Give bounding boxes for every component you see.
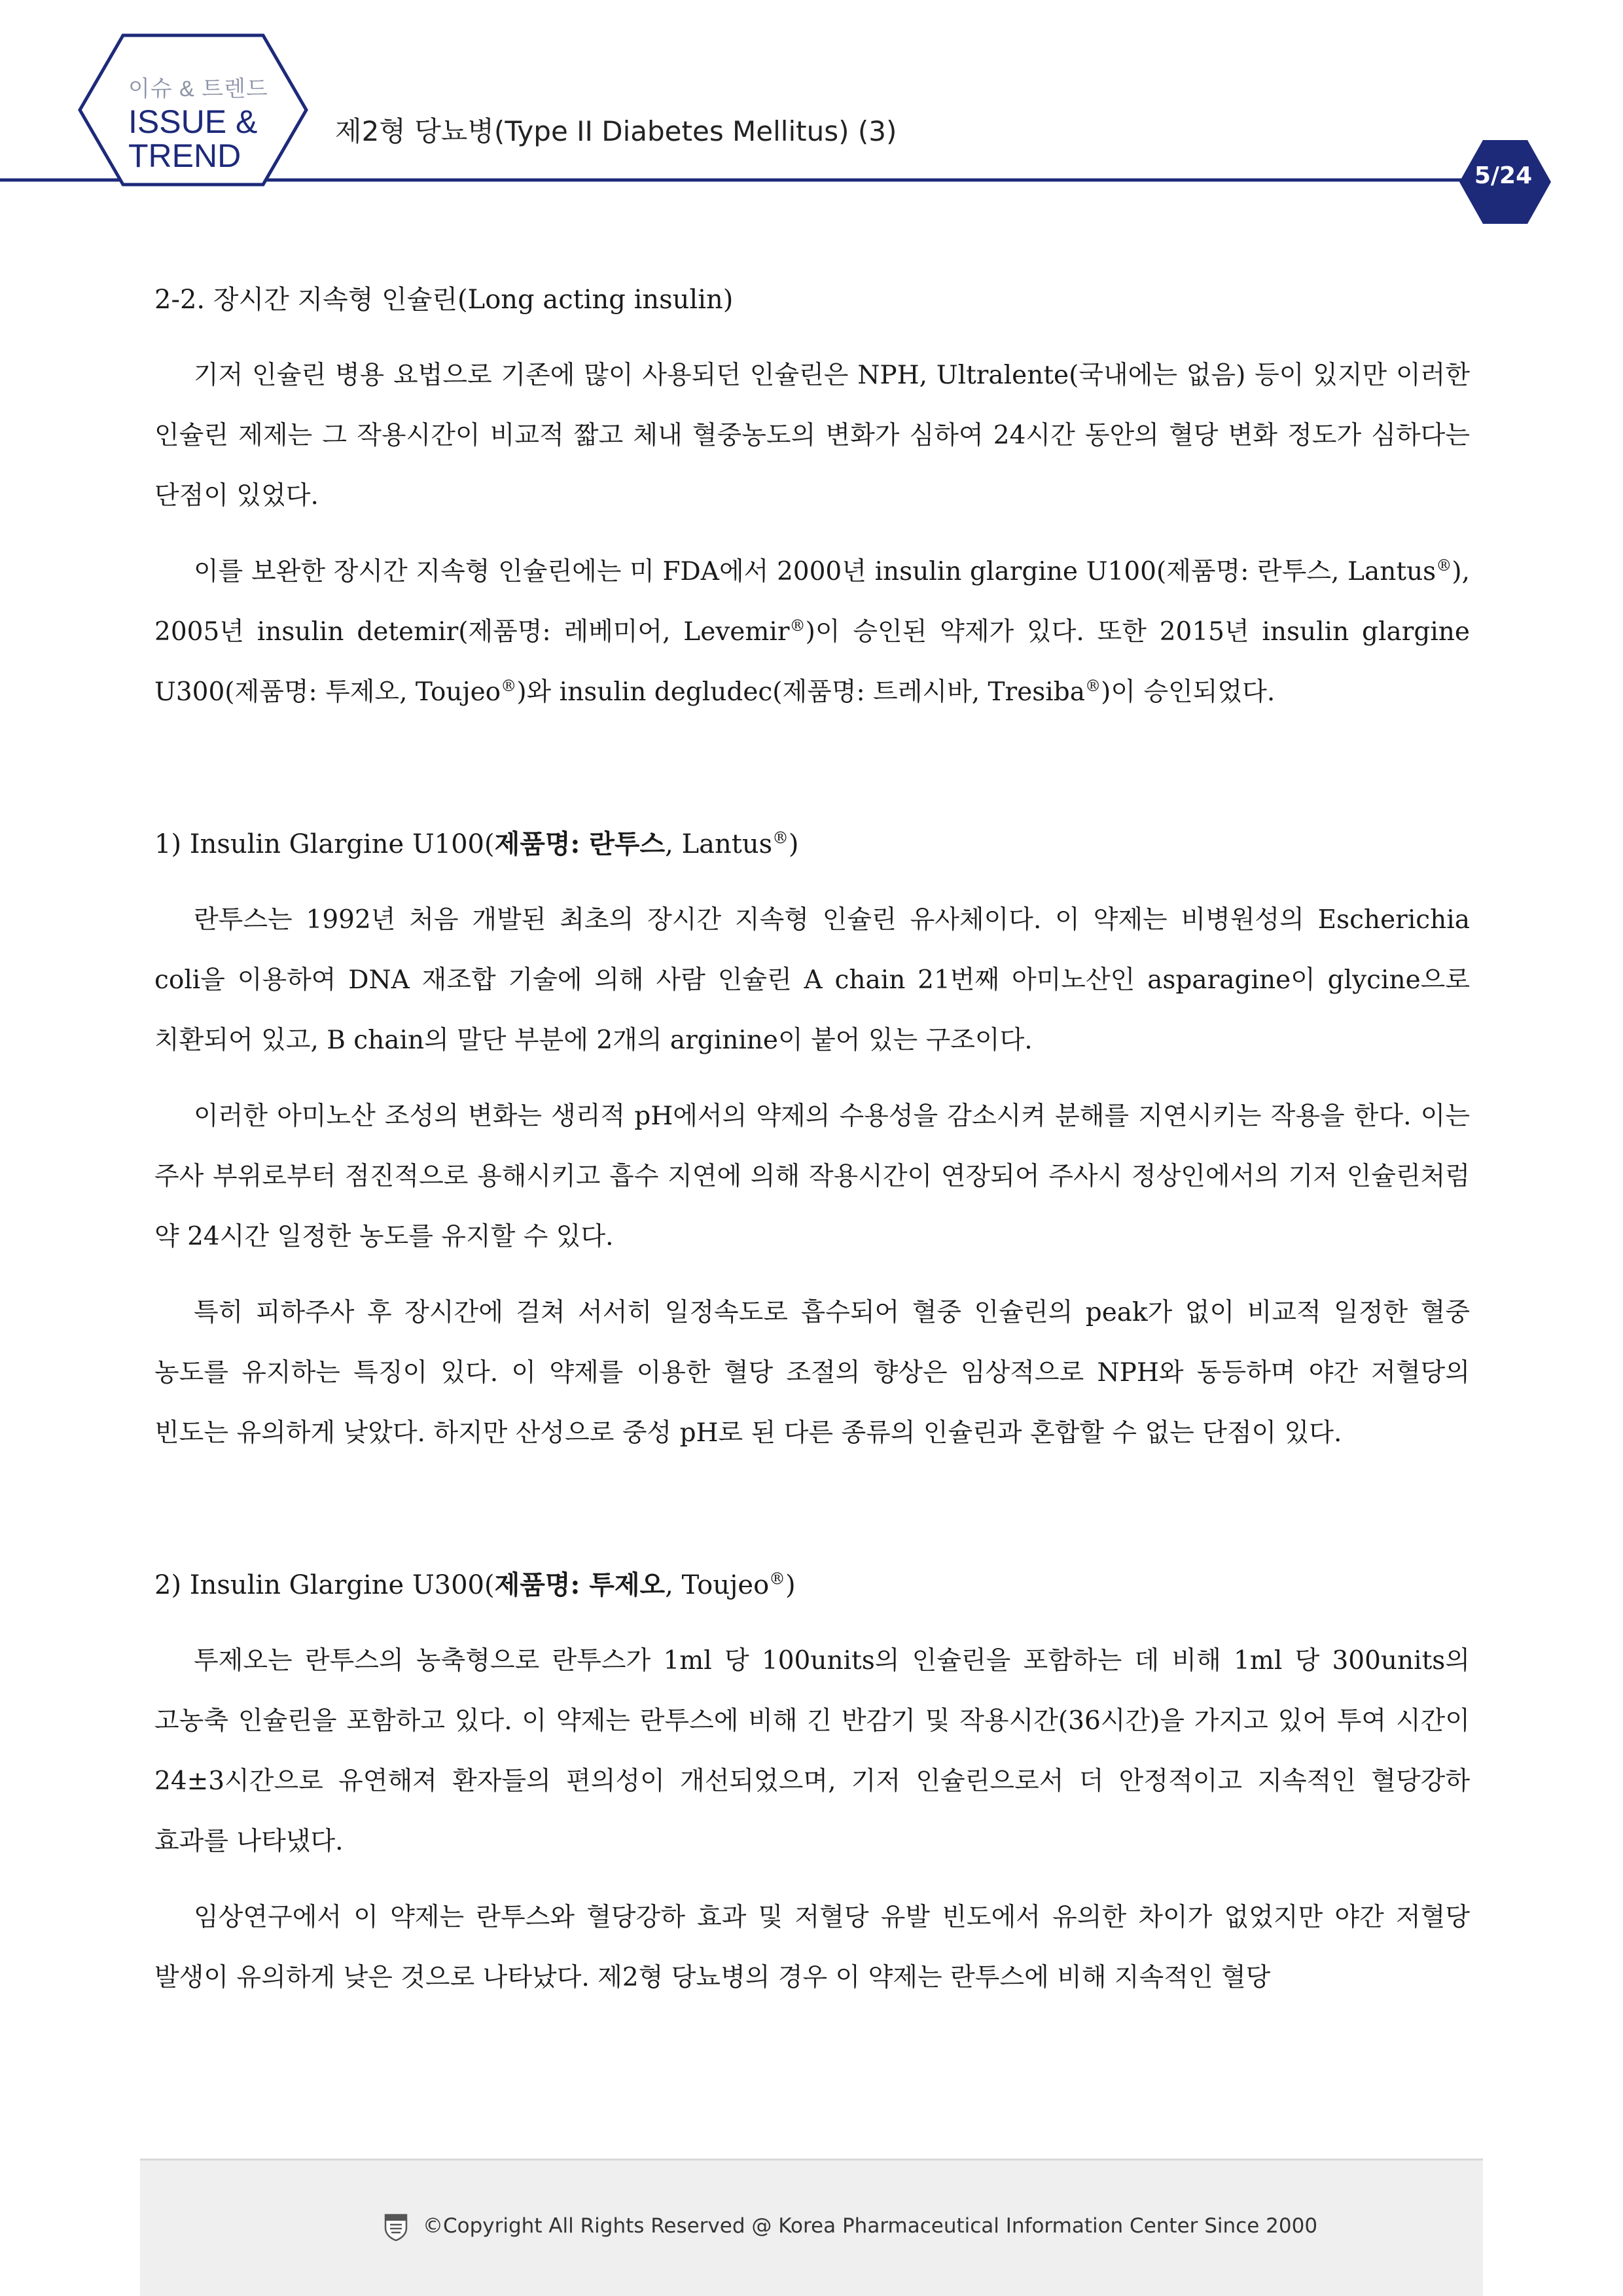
u100-heading xyxy=(154,814,1470,874)
logo-trend-text: TREND xyxy=(128,137,241,174)
page-header xyxy=(0,0,1623,236)
logo-issue-text: ISSUE & xyxy=(128,103,258,140)
registered-mark: ® xyxy=(1436,556,1452,575)
intro-p2-text-d: )와 insulin degludec(제품명: 트레시바, Tresiba xyxy=(516,677,1085,707)
u100-heading-product: 제품명: 란투스 xyxy=(494,829,666,859)
page-content xyxy=(154,270,1470,2008)
registered-mark: ® xyxy=(501,677,517,695)
u300-paragraph-1: 투제오는 란투스의 농축형으로 란투스가 1ml 당 100units의 인슐린을 포함하는 데 비해 1ml 당 300units의 고농축 인슐린을 포함하고 있다. 이 약제는 란투스에 비해 긴 반감기 및 작용시간(36시간)을 가지고 있어 투여 시간이 24±3시간으로 유연해져 환자들의 편의성이 개선되었으며, 기저 인슐린으로서 더 안정적이고 지속적인 혈당강하 효과를 나타냈다. xyxy=(154,1646,1470,1856)
intro-p2-text-c: )이 승인된 약제가 있다. 또한 2015년 insulin glargine U300(제품명: 투제오, Toujeo xyxy=(154,617,1470,707)
intro-p2-text-b: ), 2005년 insulin detemir(제품명: 레베미어, Levemir xyxy=(154,557,1470,647)
registered-mark: ® xyxy=(772,828,789,848)
u300-heading-c: , Toujeo xyxy=(665,1570,770,1600)
u300-heading xyxy=(154,1555,1470,1615)
page-number: 5/24 xyxy=(1474,162,1533,189)
u100-heading-a: 1) Insulin Glargine U100( xyxy=(154,829,495,859)
intro-paragraph-2 xyxy=(154,542,1470,723)
registered-mark: ® xyxy=(1084,677,1101,695)
u300-heading-d: ) xyxy=(785,1570,796,1600)
u100-heading-d: ) xyxy=(788,829,799,859)
u300-heading-a: 2) Insulin Glargine U300( xyxy=(154,1570,495,1600)
shield-emblem-icon xyxy=(383,2212,408,2241)
u100-paragraph-2: 이러한 아미노산 조성의 변화는 생리적 pH에서의 약제의 수용성을 감소시켜 분해를 지연시키는 작용을 한다. 이는 주사 부위로부터 점진적으로 용해시키고 흡수 지연에 의해 작용시간이 연장되어 주사시 정상인에서의 기저 인슐린처럼 약 24시간 일정한 농도를 유지할 수 있다. xyxy=(154,1102,1470,1251)
document-title: 제2형 당뇨병(Type II Diabetes Mellitus) (3) xyxy=(335,115,897,147)
u100-paragraph-3: 특히 피하주사 후 장시간에 걸쳐 서서히 일정속도로 흡수되어 혈중 인슐린의 peak가 없이 비교적 일정한 혈중 농도를 유지하는 특징이 있다. 이 약제를 이용한 혈당 조절의 향상은 임상적으로 NPH와 동등하며 야간 저혈당의 빈도는 유의하게 낮았다. 하지만 산성으로 중성 pH로 된 다른 종류의 인슐린과 혼합할 수 없는 단점이 있다. xyxy=(154,1298,1470,1448)
intro-paragraph-1: 기저 인슐린 병용 요법으로 기존에 많이 사용되던 인슐린은 NPH, Ultralente(국내에는 없음) 등이 있지만 이러한 인슐린 제제는 그 작용시간이 비교적 짧고 체내 혈중농도의 변화가 심하여 24시간 동안의 혈당 변화 정도가 심하다는 단점이 있었다. xyxy=(154,361,1470,511)
copyright-text: ©Copyright All Rights Reserved @ Korea Pharmaceutical Information Center Since 2000 xyxy=(423,2214,1318,2238)
registered-mark: ® xyxy=(789,617,806,635)
u100-paragraph-1: 란투스는 1992년 처음 개발된 최초의 장시간 지속형 인슐린 유사체이다. 이 약제는 비병원성의 Escherichia coli을 이용하여 DNA 재조합 기술에 의해 사람 인슐린 A chain 21번째 아미노산인 asparagine이 glycine으로 치환되어 있고, B chain의 말단 부분에 2개의 arginine이 붙어 있는 구조이다. xyxy=(154,905,1470,1055)
footer-divider xyxy=(140,2159,1483,2161)
logo-korean-text: 이슈 & 트렌드 xyxy=(128,77,268,101)
intro-p2-text-a: 이를 보완한 장시간 지속형 인슐린에는 미 FDA에서 2000년 insulin glargine U100(제품명: 란투스, Lantus xyxy=(194,557,1436,586)
u300-heading-product: 제품명: 투제오 xyxy=(494,1570,666,1600)
u100-heading-c: , Lantus xyxy=(665,829,773,859)
u300-paragraph-2: 임상연구에서 이 약제는 란투스와 혈당강하 효과 및 저혈당 유발 빈도에서 유의한 차이가 없었지만 야간 저혈당 발생이 유의하게 낮은 것으로 나타났다. 제2형 당뇨병의 경우 이 약제는 란투스에 비해 지속적인 혈당 xyxy=(154,1903,1470,1992)
registered-mark: ® xyxy=(769,1569,785,1588)
intro-p2-text-e: )이 승인되었다. xyxy=(1101,677,1275,707)
section-heading: 2-2. 장시간 지속형 인슐린(Long acting insulin) xyxy=(154,285,734,315)
